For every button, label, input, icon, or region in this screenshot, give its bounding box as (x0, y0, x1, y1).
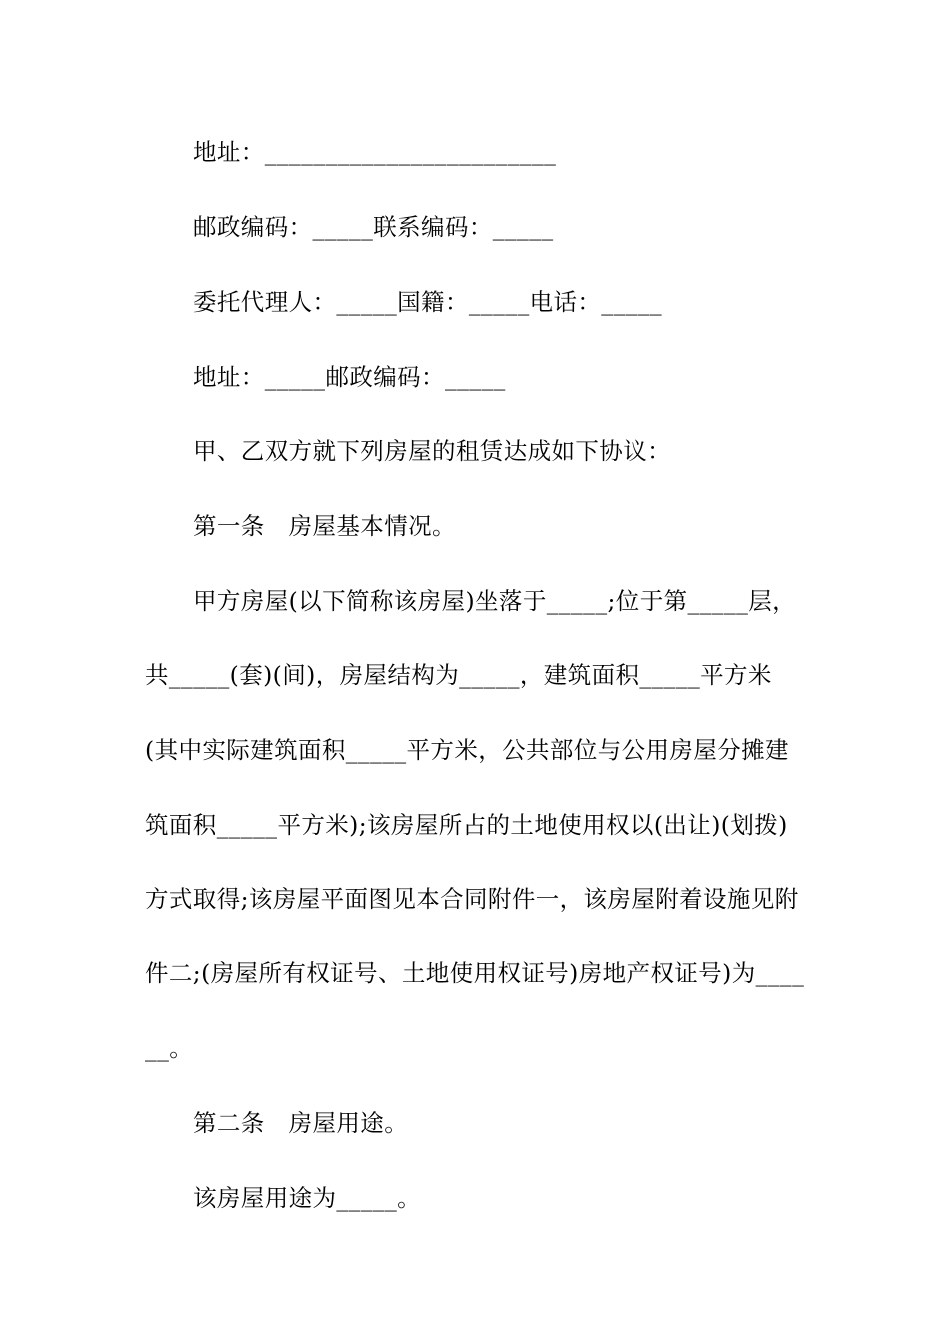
article-one-paragraph-line: 筑面积_____平方米);该房屋所占的土地使用权以(出让)(划拨) (145, 811, 788, 839)
article-one-paragraph-line: 甲方房屋(以下简称该房屋)坐落于_____;位于第_____层， (193, 587, 797, 615)
address-line: 地址：________________________ (193, 138, 557, 166)
article-one-heading: 第一条 房屋基本情况。 (193, 512, 456, 540)
article-two-paragraph: 该房屋用途为_____。 (193, 1184, 422, 1212)
article-two-heading: 第二条 房屋用途。 (193, 1109, 409, 1137)
article-one-paragraph-line: 共_____(套)(间)，房屋结构为_____，建筑面积_____平方米 (145, 661, 772, 689)
article-one-paragraph-line: 件二;(房屋所有权证号、土地使用权证号)房地产权证号)为____ (145, 959, 805, 987)
agreement-intro: 甲、乙双方就下列房屋的租赁达成如下协议： (193, 437, 671, 465)
agent-line: 委托代理人：_____国籍：_____电话：_____ (193, 288, 663, 316)
agent-address-line: 地址：_____邮政编码：_____ (193, 363, 506, 391)
article-one-paragraph-line: (其中实际建筑面积_____平方米，公共部位与公用房屋分摊建 (145, 736, 789, 764)
article-one-paragraph-line: 方式取得;该房屋平面图见本合同附件一，该房屋附着设施见附 (145, 885, 799, 913)
article-one-paragraph-line: __。 (145, 1034, 194, 1062)
postal-code-line: 邮政编码：_____联系编码：_____ (193, 213, 554, 241)
